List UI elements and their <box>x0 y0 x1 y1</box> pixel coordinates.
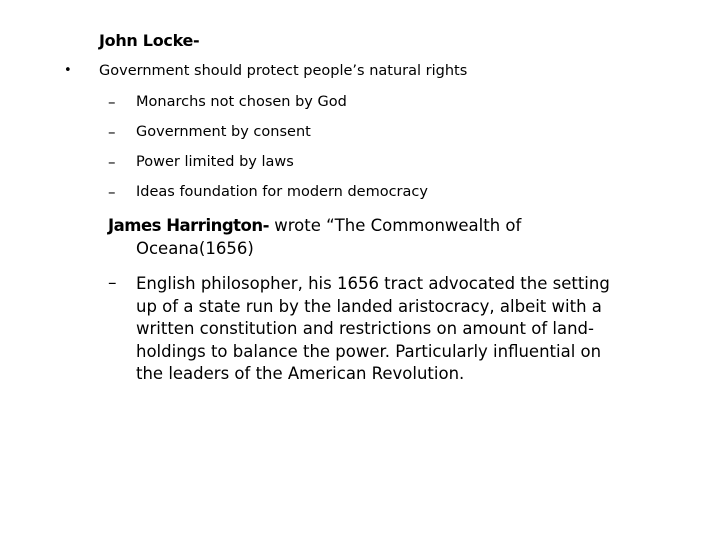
locke-heading: John Locke- <box>99 31 200 50</box>
dash-marker: – <box>108 93 116 111</box>
dash-marker: – <box>108 153 116 171</box>
locke-subpoint: Government by consent <box>136 124 311 140</box>
harrington-work-title-cont: Oceana(1656) <box>136 239 254 258</box>
locke-subpoint: Power limited by laws <box>136 154 294 170</box>
bullet-marker: • <box>64 63 72 78</box>
dash-marker: – <box>108 273 117 293</box>
harrington-heading <box>108 214 521 260</box>
locke-main-point: Government should protect people’s natural rights <box>99 63 468 79</box>
dash-marker: – <box>108 123 116 141</box>
harrington-description: English philosopher, his 1656 tract advocated the setting up of a state run by the landed aristocracy, albeit with a written constitution and restrictions on amount of land-holdings to balance the power. Particularly influential on the leaders of the American Revolution. <box>136 274 610 383</box>
harrington-work-title: wrote “The Commonwealth of <box>268 216 522 235</box>
harrington-name: James Harrington- <box>108 216 269 235</box>
locke-subpoint: Monarchs not chosen by God <box>136 94 347 110</box>
locke-subpoint: Ideas foundation for modern democracy <box>136 184 428 200</box>
dash-marker: – <box>108 183 116 201</box>
